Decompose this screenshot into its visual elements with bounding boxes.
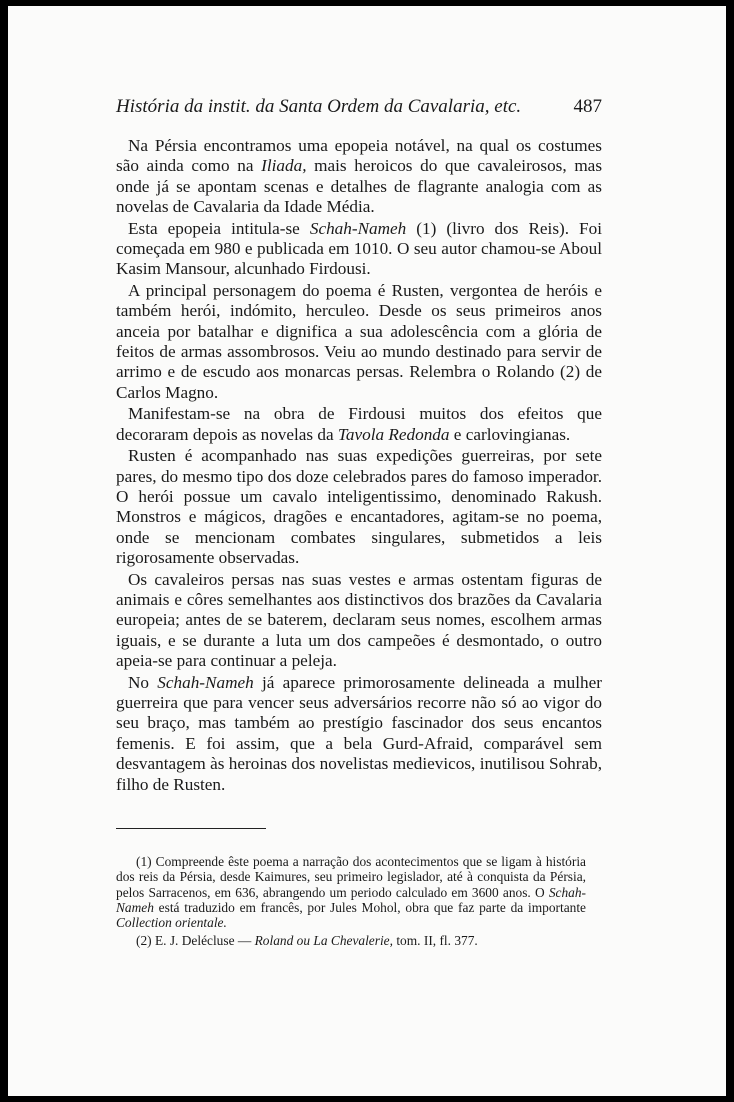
italic-text: Collection orientale.	[116, 915, 227, 931]
page-number: 487	[573, 96, 602, 117]
footnotes	[116, 854, 586, 952]
italic-text: Iliada,	[261, 156, 307, 176]
paragraph: Esta epopeia intitula-se Schah-Nameh (1) (livro dos Reis). Foi começada em 980 e publicada em 1010. O seu autor chamou-se Aboul Kasim Mansour, alcunhado Firdousi.	[116, 218, 602, 279]
paragraph: Rusten é acompanhado nas suas expedições guerreiras, por sete pares, do mesmo tipo dos doze celebrados pares do famoso imperador. O herói possue um cavalo inteligentissimo, denominado Rakush. Monstros e mágicos, dragões e encantadores, agitam-se no poema, onde se mencionam combates singulares, submetidos a leis rigorosamente observadas.	[116, 446, 602, 568]
paragraph: No Schah-Nameh já aparece primorosamente delineada a mulher guerreira que para vencer seus adversários recorre não só ao vigor do seu braço, mas também ao prestígio fascinador dos seus encantos femenis. E foi assim, que a bela Gurd-Afraid, comparável sem desvantagem às heroinas dos novelistas medievicos, inutilisou Sohrab, filho de Rusten.	[116, 672, 602, 794]
running-head-title: História da instit. da Santa Ordem da Cavalaria, etc.	[116, 96, 522, 117]
body-text	[116, 136, 602, 796]
paragraph: A principal personagem do poema é Rusten, vergontea de heróis e também herói, indómito, herculeo. Desde os seus primeiros anos anceia por batalhar e dignifica a sua adolescência com a glória de feitos de armas assombrosos. Veiu ao mundo destinado para servir de arrimo e de escudo aos monarcas persas. Relembra o Rolando (2) de Carlos Magno.	[116, 280, 602, 402]
paragraph: Manifestam-se na obra de Firdousi muitos dos efeitos que decoraram depois as novelas da Tavola Redonda e carlovingianas.	[116, 404, 602, 444]
paragraph: Na Pérsia encontramos uma epopeia notável, na qual os costumes são ainda como na Iliada, mais heroicos do que cavaleirosos, mas onde já se apontam scenas e detalhes de flagrante analogia com as novelas de Cavalaria da Idade Média.	[116, 136, 603, 217]
italic-text: Schah-Nameh	[309, 218, 407, 238]
italic-text: Schah-Nameh	[116, 884, 586, 915]
footnote: (2) E. J. Delécluse — Roland ou La Chevalerie, tom. II, fl. 377.	[136, 933, 478, 949]
paragraph: Os cavaleiros persas nas suas vestes e armas ostentam figuras de animais e côres semelhantes aos distinctivos dos brazões da Cavalaria europeia; antes de se baterem, declaram seus nomes, escolhem armas iguais, e se durante a luta um dos campeões é desmontado, o outro apeia-se para continuar a peleja.	[116, 569, 602, 671]
footnote: (1) Compreende êste poema a narração dos acontecimentos que se ligam à história dos reis da Pérsia, desde Kaimures, seu primeiro legislador, até à conquista da Pérsia, pelos Sarracenos, em 636, abrangendo um periodo calculado em 3600 anos. O Schah-Nameh está traduzido em francês, por Jules Mohol, obra que faz parte da importante Collection orientale.	[116, 854, 586, 931]
italic-text: Schah-Nameh	[157, 672, 254, 692]
italic-text: Roland ou La Chevalerie,	[254, 933, 393, 949]
italic-text: Tavola Redonda	[337, 424, 450, 444]
book-page	[8, 6, 726, 1096]
footnote-rule	[116, 828, 266, 829]
